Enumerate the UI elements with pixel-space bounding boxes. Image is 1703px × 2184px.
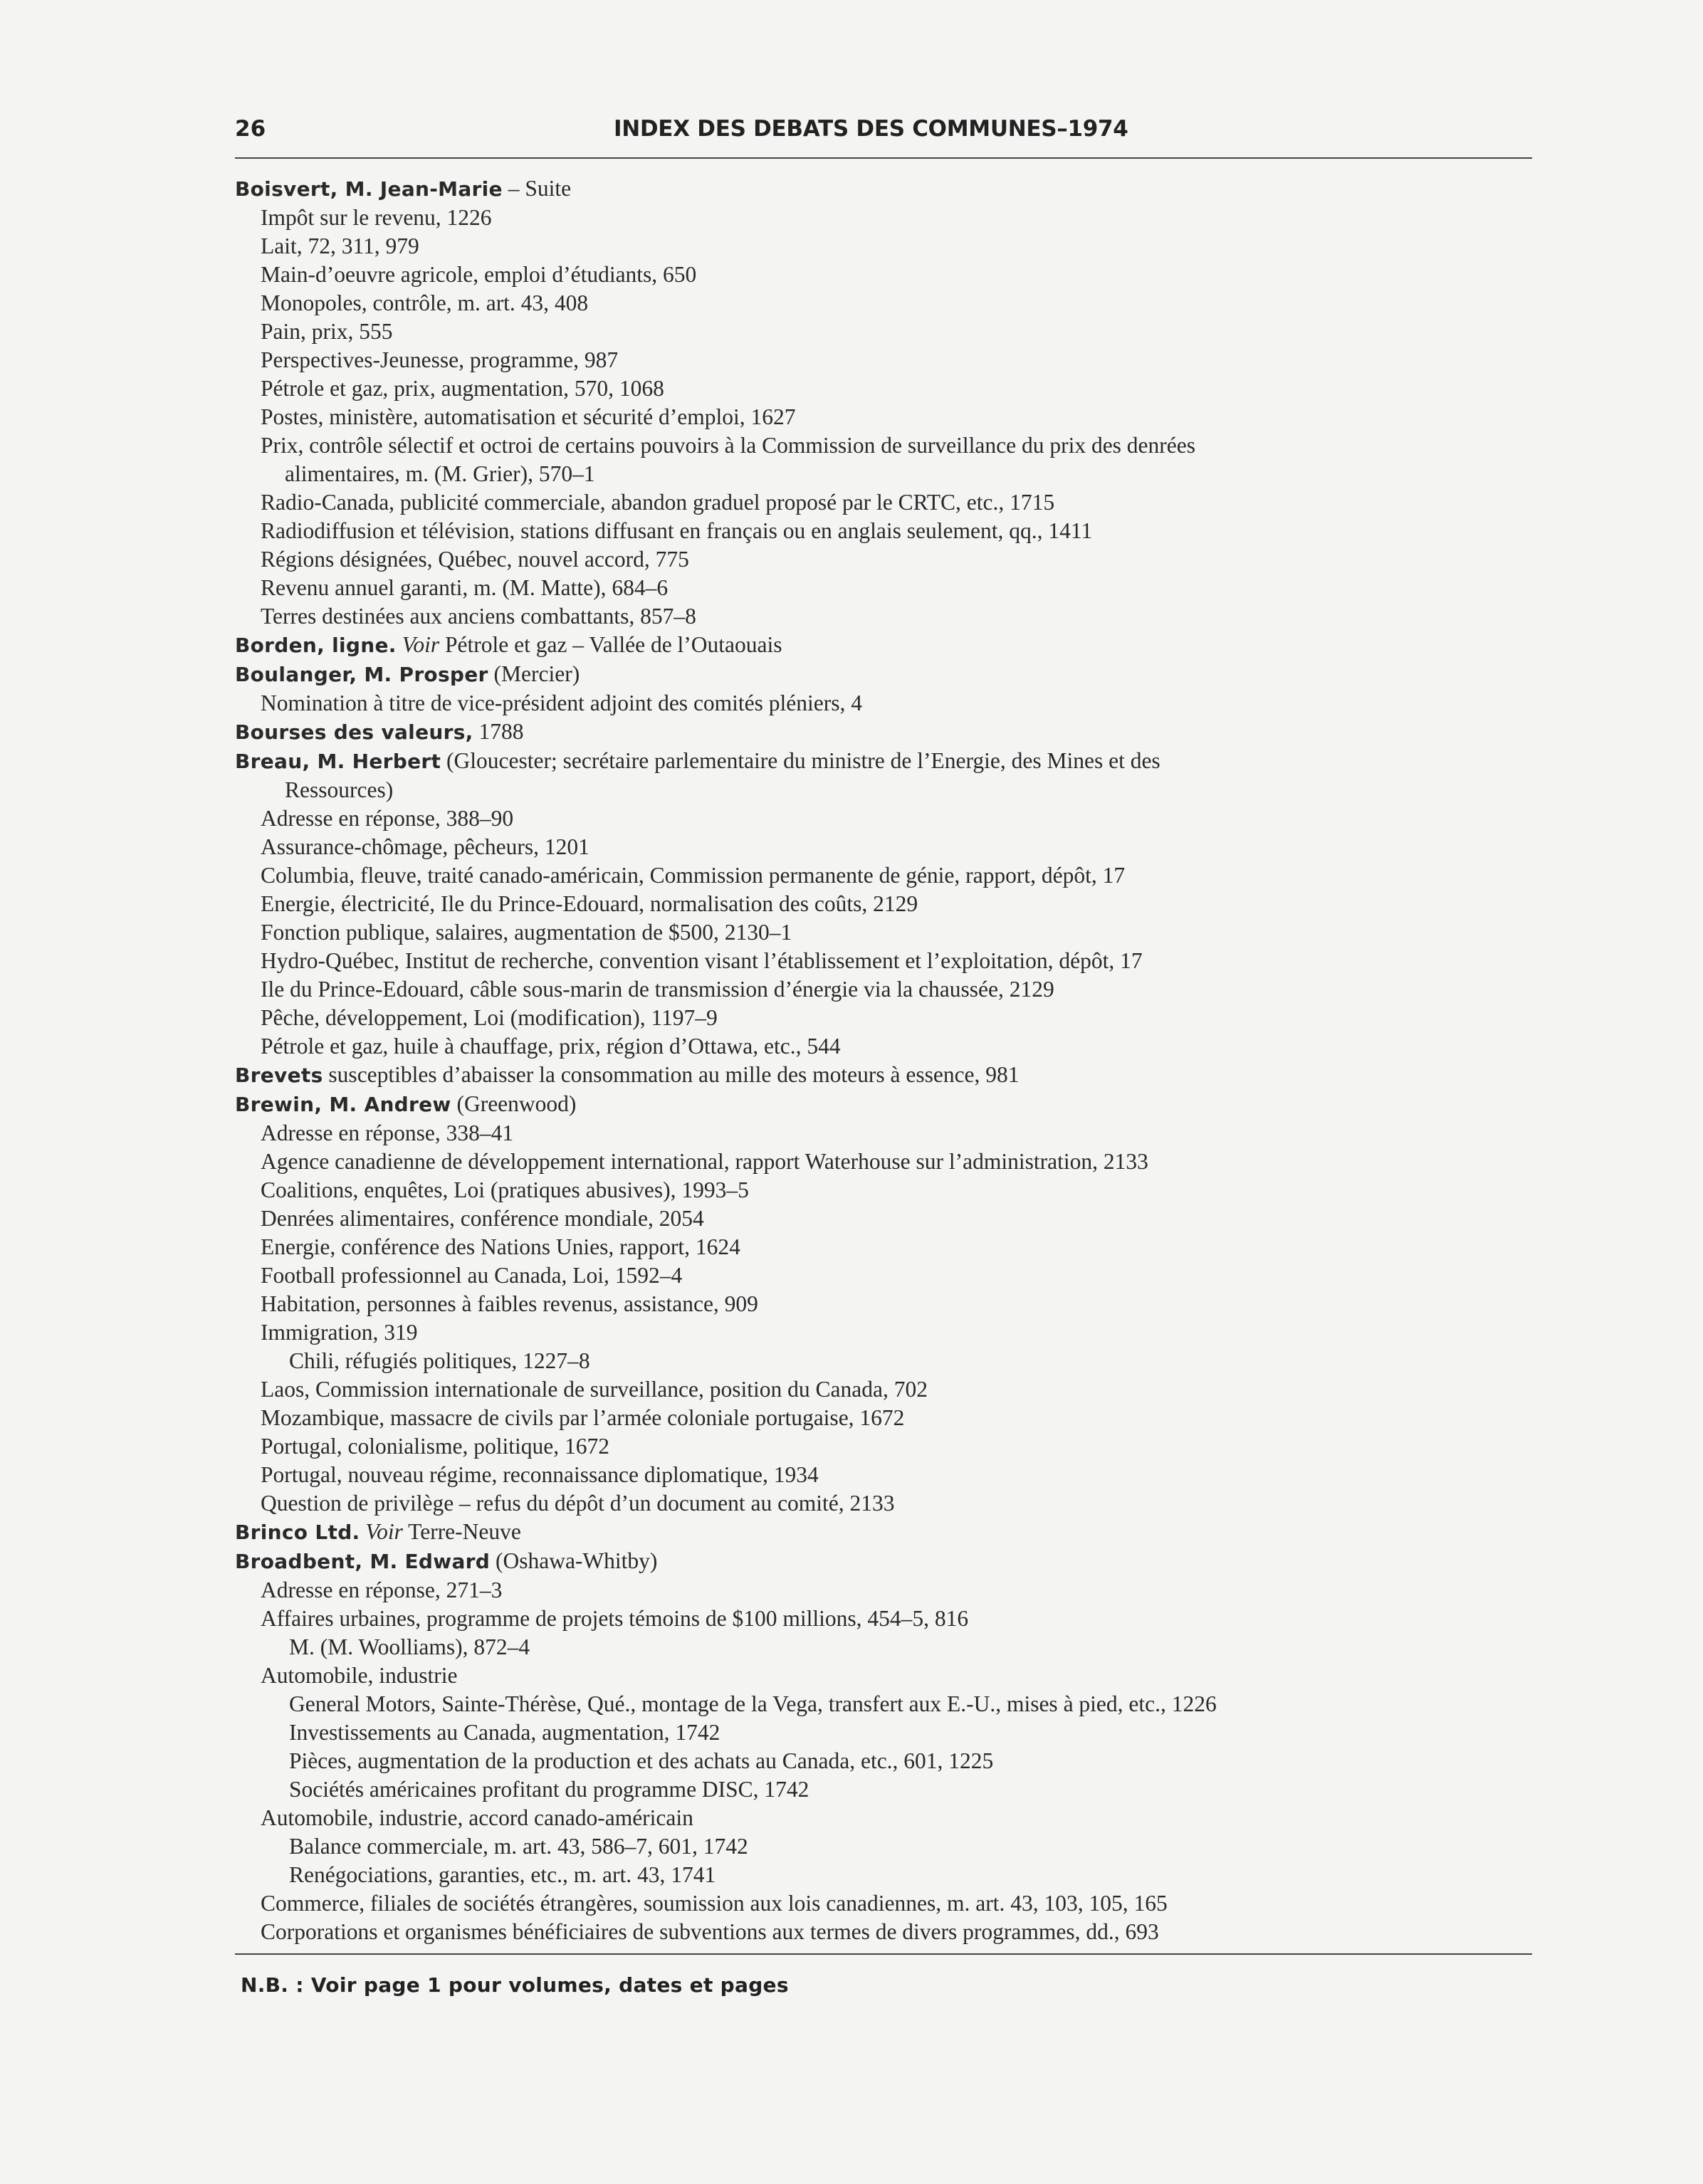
index-subentry: Coalitions, enquêtes, Loi (pratiques abusives), 1993–5 bbox=[261, 1177, 749, 1202]
index-heading bbox=[235, 1518, 1538, 1547]
entry-text: Pétrole et gaz – Vallée de l’Outaouais bbox=[439, 632, 782, 657]
index-entries bbox=[235, 174, 1538, 1946]
index-heading bbox=[235, 747, 1538, 776]
entry-head: Boisvert, M. Jean-Marie bbox=[235, 177, 503, 201]
entry-text: 1788 bbox=[473, 719, 524, 744]
index-subentry: Assurance-chômage, pêcheurs, 1201 bbox=[261, 834, 590, 859]
index-subentry: Portugal, nouveau régime, reconnaissance diplomatique, 1934 bbox=[261, 1462, 819, 1487]
index-subsubentry: Pièces, augmentation de la production et des achats au Canada, etc., 601, 1225 bbox=[289, 1748, 994, 1773]
entry-text: – Suite bbox=[502, 176, 572, 201]
entry-head: Broadbent, M. Edward bbox=[235, 1550, 491, 1573]
page-title: INDEX DES DEBATS DES COMMUNES–1974 bbox=[614, 116, 1128, 142]
entry-head: Breau, M. Herbert bbox=[235, 750, 441, 773]
entry-head: Boulanger, M. Prosper bbox=[235, 663, 488, 686]
see-reference: Voir bbox=[396, 632, 440, 657]
index-subentry: Nomination à titre de vice-président adjoint des comités pléniers, 4 bbox=[261, 691, 863, 715]
index-subentry: Revenu annuel garanti, m. (M. Matte), 684–6 bbox=[261, 575, 669, 600]
index-subentry: Fonction publique, salaires, augmentation de $500, 2130–1 bbox=[261, 920, 792, 945]
index-subentry: Portugal, colonialisme, politique, 1672 bbox=[261, 1434, 609, 1459]
entry-head: Bourses des valeurs, bbox=[235, 720, 473, 744]
index-subsubentry: Balance commerciale, m. art. 43, 586–7, 601, 1742 bbox=[289, 1834, 748, 1859]
index-subentry: Corporations et organismes bénéficiaires de subventions aux termes de divers programmes, dd., 693 bbox=[261, 1919, 1159, 1944]
index-subentry: Monopoles, contrôle, m. art. 43, 408 bbox=[261, 290, 589, 315]
index-subentry: Lait, 72, 311, 979 bbox=[261, 233, 419, 258]
header-rule bbox=[235, 157, 1532, 159]
index-subsubentry: Renégociations, garanties, etc., m. art. 43, 1741 bbox=[289, 1862, 716, 1887]
entry-text: (Oshawa-Whitby) bbox=[490, 1548, 658, 1573]
index-subentry: Affaires urbaines, programme de projets témoins de $100 millions, 454–5, 816 bbox=[261, 1606, 969, 1631]
index-subentry: Hydro-Québec, Institut de recherche, convention visant l’établissement et l’exploitation, dépôt, 17 bbox=[261, 948, 1143, 973]
index-heading bbox=[235, 1061, 1538, 1090]
index-subentry: Pétrole et gaz, huile à chauffage, prix, région d’Ottawa, etc., 544 bbox=[261, 1034, 841, 1059]
index-subentry: Energie, conférence des Nations Unies, rapport, 1624 bbox=[261, 1234, 740, 1259]
index-subentry: Energie, électricité, Ile du Prince-Edouard, normalisation des coûts, 2129 bbox=[261, 891, 918, 916]
index-subentry: Pétrole et gaz, prix, augmentation, 570, 1068 bbox=[261, 376, 664, 401]
entry-text: (Gloucester; secrétaire parlementaire du ministre de l’Energie, des Mines et des bbox=[441, 748, 1160, 773]
index-subsubentry: General Motors, Sainte-Thérèse, Qué., montage de la Vega, transfert aux E.-U., mises à pied, etc., 1226 bbox=[289, 1691, 1217, 1716]
index-subentry: Pain, prix, 555 bbox=[261, 319, 393, 344]
index-subentry: Commerce, filiales de sociétés étrangères, soumission aux lois canadiennes, m. art. 43, 103, 105, 165 bbox=[261, 1891, 1168, 1916]
index-subentry: Régions désignées, Québec, nouvel accord, 775 bbox=[261, 547, 689, 572]
index-subentry: Laos, Commission internationale de surveillance, position du Canada, 702 bbox=[261, 1377, 928, 1402]
index-subentry: Automobile, industrie bbox=[261, 1663, 458, 1688]
index-subentry: Adresse en réponse, 338–41 bbox=[261, 1120, 514, 1145]
index-subentry: Perspectives-Jeunesse, programme, 987 bbox=[261, 347, 619, 372]
index-subentry: Question de privilège – refus du dépôt d’un document au comité, 2133 bbox=[261, 1491, 895, 1516]
index-subsubentry: Sociétés américaines profitant du programme DISC, 1742 bbox=[289, 1777, 809, 1802]
footer-note: N.B. : Voir page 1 pour volumes, dates et pages bbox=[241, 1973, 789, 1997]
index-subsubentry: M. (M. Woolliams), 872–4 bbox=[289, 1634, 530, 1659]
index-subentry: Agence canadienne de développement international, rapport Waterhouse sur l’administration, 2133 bbox=[261, 1149, 1148, 1174]
index-subentry: Denrées alimentaires, conférence mondiale, 2054 bbox=[261, 1206, 704, 1231]
index-subentry: Terres destinées aux anciens combattants, 857–8 bbox=[261, 604, 696, 629]
index-heading bbox=[235, 1547, 1538, 1576]
page-number: 26 bbox=[235, 116, 266, 142]
index-subentry: Habitation, personnes à faibles revenus, assistance, 909 bbox=[261, 1291, 758, 1316]
index-subentry: Immigration, 319 bbox=[261, 1320, 418, 1345]
index-subentry: Postes, ministère, automatisation et sécurité d’emploi, 1627 bbox=[261, 404, 796, 429]
entry-head: Brewin, M. Andrew bbox=[235, 1093, 451, 1116]
index-continuation: Ressources) bbox=[285, 777, 394, 802]
entry-head: Borden, ligne. bbox=[235, 634, 397, 657]
index-heading bbox=[235, 660, 1538, 689]
entry-text: (Greenwood) bbox=[451, 1091, 577, 1116]
index-subentry: Mozambique, massacre de civils par l’armée coloniale portugaise, 1672 bbox=[261, 1405, 905, 1430]
index-heading bbox=[235, 174, 1538, 204]
index-subentry: Prix, contrôle sélectif et octroi de certains pouvoirs à la Commission de surveillance du prix des denrées bbox=[261, 433, 1196, 458]
index-subentry: Radiodiffusion et télévision, stations diffusant en français ou en anglais seulement, qq., 1411 bbox=[261, 518, 1093, 543]
entry-head: Brevets bbox=[235, 1064, 323, 1087]
index-heading bbox=[235, 631, 1538, 660]
index-subentry: Pêche, développement, Loi (modification), 1197–9 bbox=[261, 1005, 718, 1030]
index-heading bbox=[235, 718, 1538, 747]
index-subentry: Main-d’oeuvre agricole, emploi d’étudiants, 650 bbox=[261, 262, 697, 287]
entry-head: Brinco Ltd. bbox=[235, 1521, 360, 1544]
index-subsubentry: Chili, réfugiés politiques, 1227–8 bbox=[289, 1348, 590, 1373]
footer-rule bbox=[235, 1953, 1532, 1955]
index-subsubentry: Investissements au Canada, augmentation, 1742 bbox=[289, 1720, 720, 1745]
see-reference: Voir bbox=[360, 1519, 403, 1544]
entry-text: susceptibles d’abaisser la consommation au mille des moteurs à essence, 981 bbox=[323, 1062, 1020, 1087]
index-heading bbox=[235, 1090, 1538, 1119]
entry-text: Terre-Neuve bbox=[402, 1519, 521, 1544]
index-continuation: alimentaires, m. (M. Grier), 570–1 bbox=[285, 461, 595, 486]
index-subentry: Ile du Prince-Edouard, câble sous-marin de transmission d’énergie via la chaussée, 2129 bbox=[261, 977, 1054, 1002]
index-subentry: Adresse en réponse, 388–90 bbox=[261, 806, 514, 831]
index-subentry: Automobile, industrie, accord canado-américain bbox=[261, 1805, 693, 1830]
index-subentry: Football professionnel au Canada, Loi, 1592–4 bbox=[261, 1263, 683, 1288]
index-subentry: Radio-Canada, publicité commerciale, abandon graduel proposé par le CRTC, etc., 1715 bbox=[261, 490, 1055, 515]
index-subentry: Columbia, fleuve, traité canado-américain, Commission permanente de génie, rapport, dépôt, 17 bbox=[261, 863, 1126, 888]
index-subentry: Impôt sur le revenu, 1226 bbox=[261, 205, 492, 230]
entry-text: (Mercier) bbox=[488, 661, 580, 686]
index-subentry: Adresse en réponse, 271–3 bbox=[261, 1577, 503, 1602]
